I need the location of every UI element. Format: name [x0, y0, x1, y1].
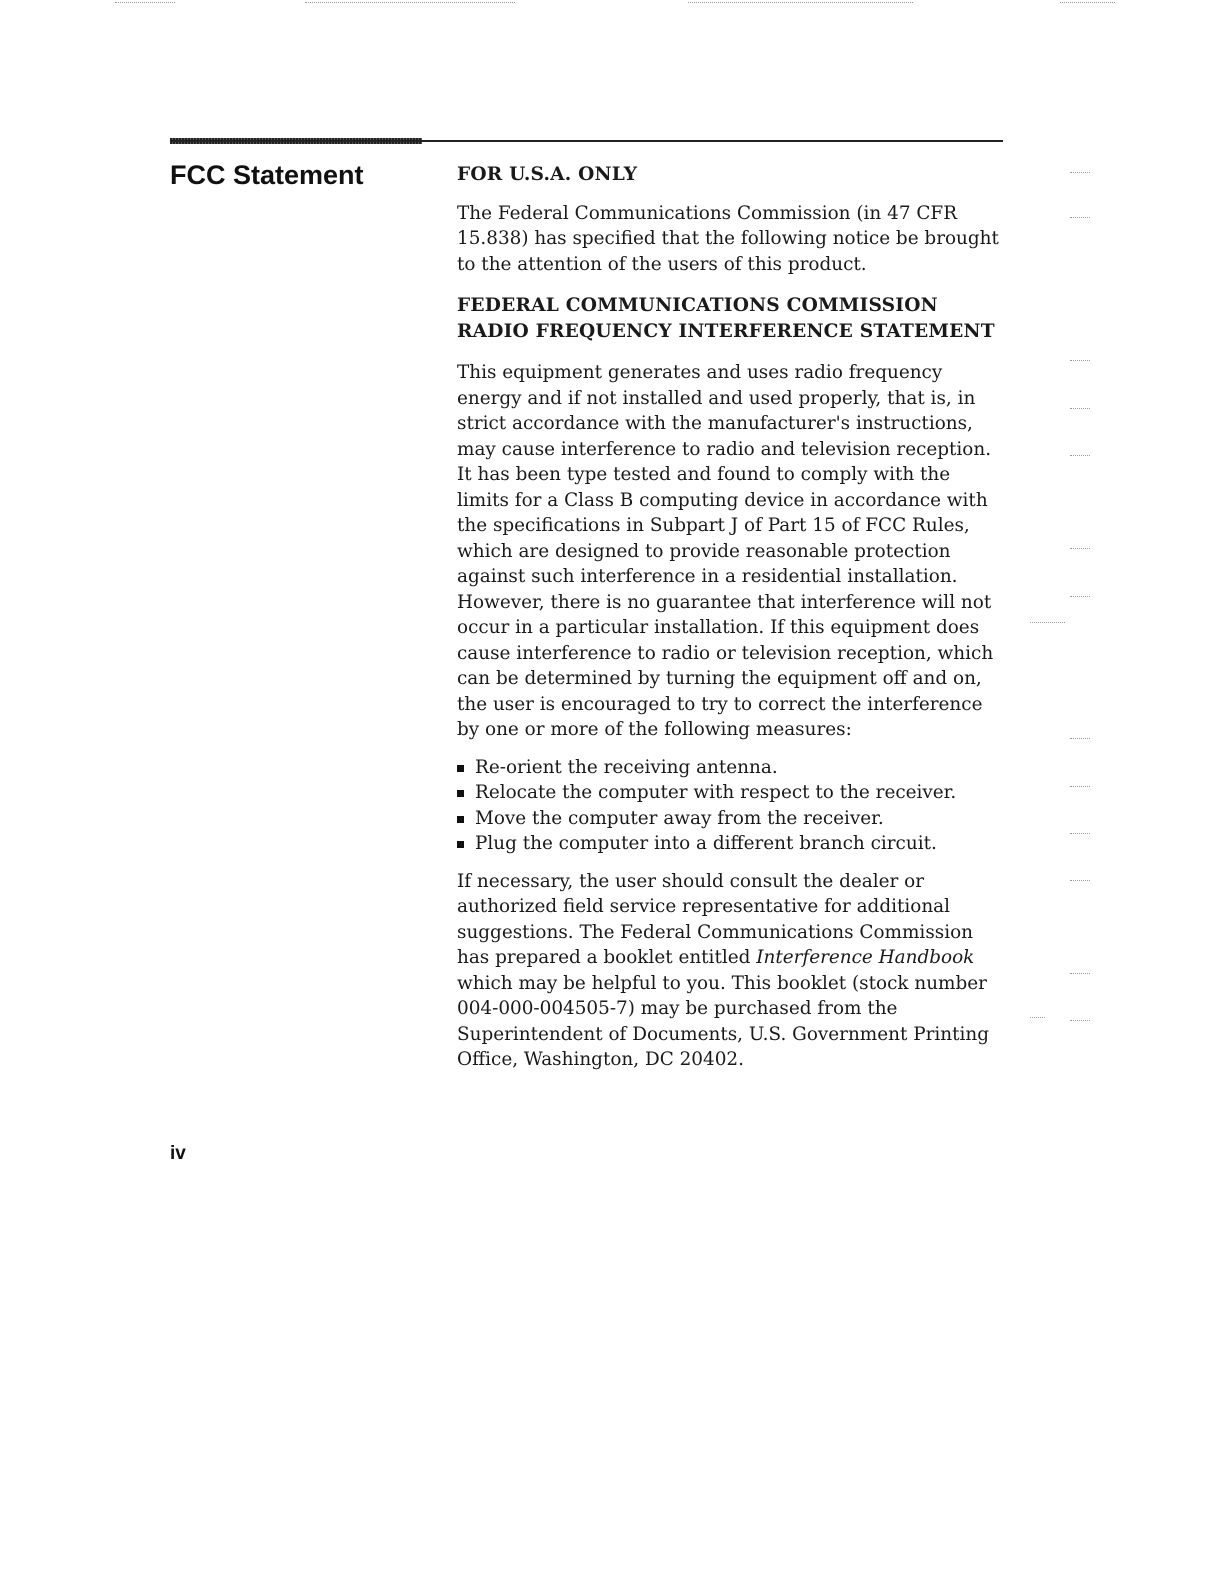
scan-artifact — [688, 2, 913, 4]
scan-artifact — [1030, 622, 1065, 624]
scan-artifact — [1070, 786, 1090, 788]
scan-artifact — [1070, 1020, 1090, 1022]
header-rule — [170, 140, 1003, 142]
closing-text-start: If necessary, the user should consult the dealer or authorized field service representative for additional suggestions. The Federal Communications Commission has prepared a booklet entitled — [457, 870, 973, 968]
fcc-statement-body — [457, 162, 1005, 1073]
statement-heading: FEDERAL COMMUNICATIONS COMMISSION RADIO FREQUENCY INTERFERENCE STATEMENT — [457, 295, 995, 342]
measure-text: Re-orient the receiving antenna. — [475, 756, 778, 778]
scan-artifact — [1030, 1017, 1045, 1019]
scan-artifact — [115, 2, 175, 4]
booklet-title: Interference Handbook — [756, 947, 975, 968]
list-item — [457, 831, 1005, 857]
body-paragraph: This equipment generates and uses radio frequency energy and if not installed and used properly, that is, in strict accordance with the manufacturer's instructions, may cause interference to radio and television reception. It has been type tested and found to comply with the limits for a Class B computing device in accordance with the specifications in Subpart J of Part 15 of FCC Rules, which are designed to provide reasonable protection against such interference in a residential installation. However, there is no guarantee that interference will not occur in a particular installation. If this equipment does cause interference to radio or television reception, which can be determined by turning the equipment off and on, the user is encouraged to try to correct the interference by one or more of the following measures: — [457, 362, 994, 740]
list-item — [457, 806, 1005, 832]
intro-paragraph: The Federal Communications Commission (in 47 CFR 15.838) has specified that the following notice be brought to the attention of the users of this product. — [457, 202, 999, 275]
page-number: iv — [170, 1143, 186, 1164]
measure-text: Move the computer away from the receiver. — [475, 807, 884, 829]
list-item — [457, 780, 1005, 806]
scan-artifact — [1070, 548, 1090, 550]
scan-artifact — [1070, 217, 1090, 219]
scan-artifact — [1070, 455, 1090, 457]
measure-text: Relocate the computer with respect to the receiver. — [475, 782, 957, 803]
measure-text: Plug the computer into a different branch circuit. — [475, 833, 937, 854]
measures-list — [457, 755, 1005, 857]
region-heading: FOR U.S.A. ONLY — [457, 164, 638, 185]
bullet-square-icon — [457, 790, 464, 797]
scan-artifact — [1070, 973, 1090, 975]
bullet-square-icon — [457, 841, 464, 848]
scan-artifact — [1070, 360, 1090, 362]
bullet-square-icon — [457, 816, 464, 823]
scan-artifact — [305, 2, 515, 4]
scan-artifact — [1060, 2, 1115, 4]
scan-artifact — [1070, 172, 1090, 174]
scan-artifact — [1070, 596, 1090, 598]
section-title: FCC Statement — [170, 160, 364, 190]
list-item — [457, 755, 1005, 781]
scan-artifact — [1070, 738, 1090, 740]
bullet-square-icon — [457, 765, 464, 772]
closing-paragraph — [457, 869, 1005, 1073]
scan-artifact — [1070, 833, 1090, 835]
scan-artifact — [1070, 880, 1090, 882]
scan-artifact — [1070, 408, 1090, 410]
closing-text-end: which may be helpful to you. This booklet (stock number 004-000-004505-7) may be purchased from the Superintendent of Documents, U.S. Government Printing Office, Washington, DC 20402. — [457, 972, 989, 1070]
